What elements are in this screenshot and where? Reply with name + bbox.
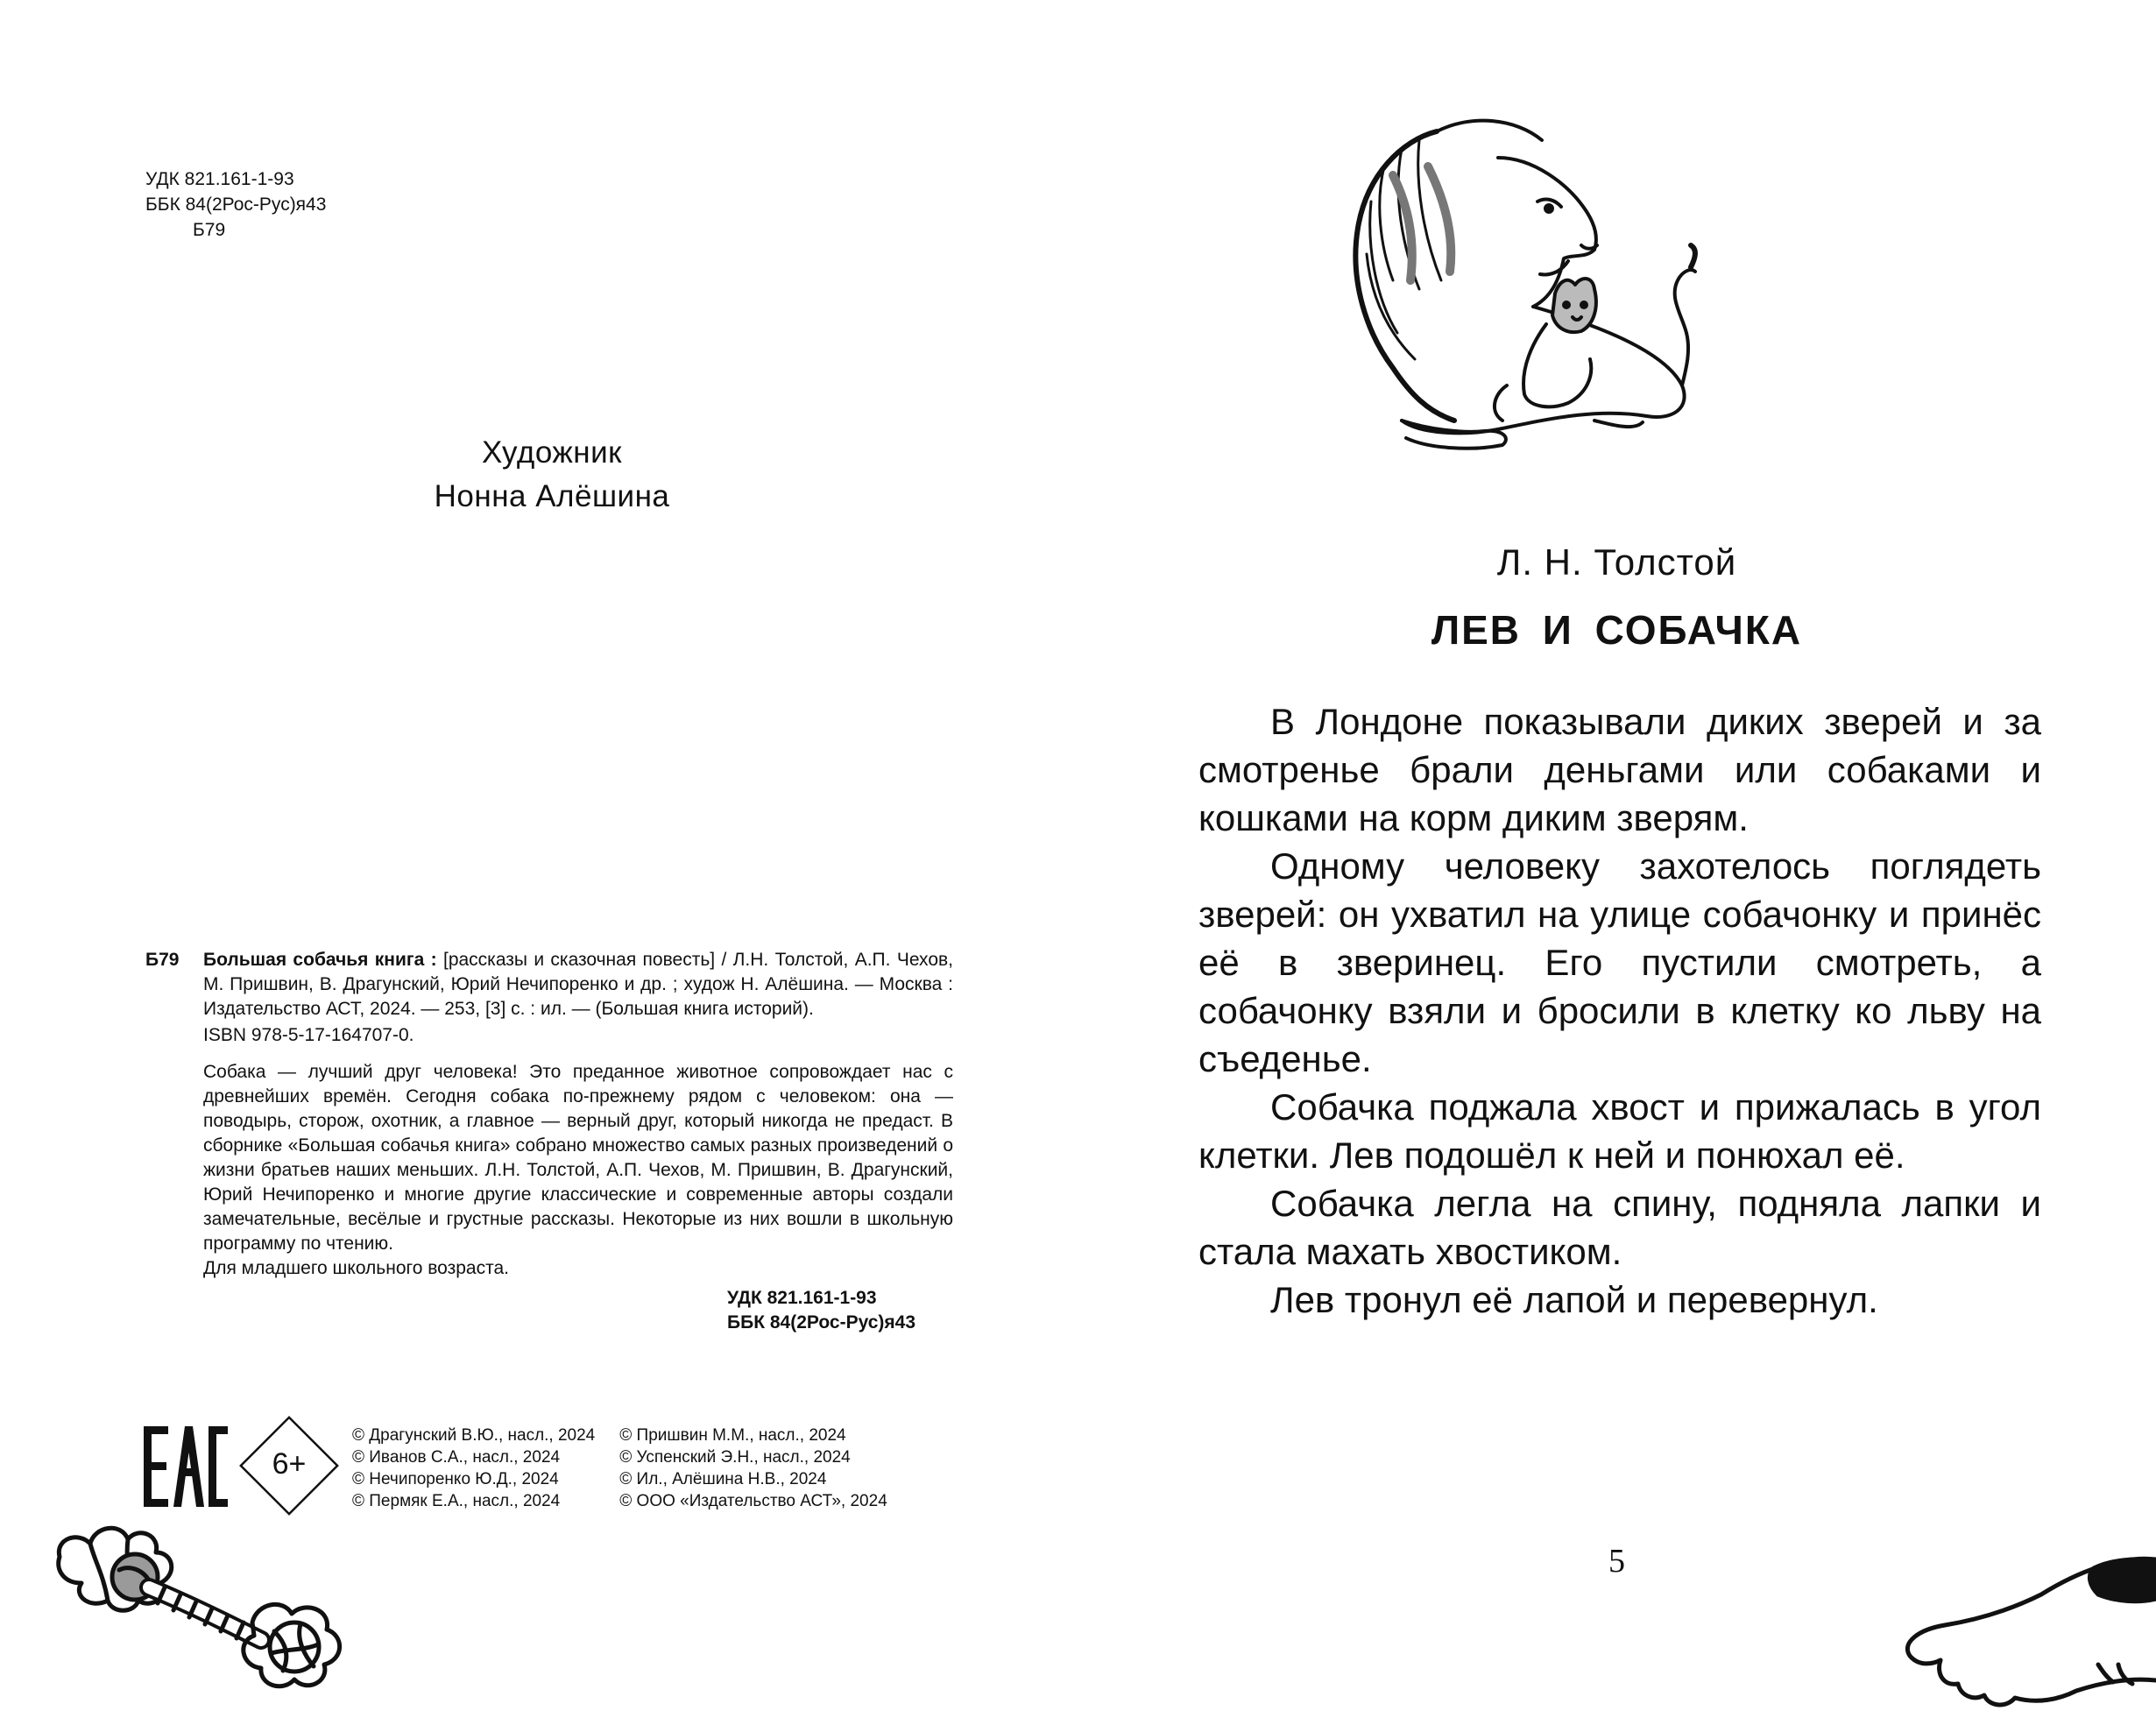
annotation: Собака — лучший друг человека! Это преданное животное сопровождает нас с древнейших времён. Сегодня собака по-прежнему рядом с человеком: она — поводырь, сторож, охотник, а главное — верный друг, который никогда не предаст. В сборнике «Большая собачья книга» собрано множество самых разных произведений о жизни братьев наших меньших. Л.Н. Толстой, А.П. Чехов, М. Пришвин, В. Драгунский, Юрий Нечипоренко и многие другие классические и современные авторы создали замечательные, весёлые и грустные рассказы. Некоторые из них вошли в школьную программу по чтению. <box>203 1062 953 1254</box>
artist-credit <box>368 431 736 519</box>
udk-header <box>145 166 326 243</box>
biblio-code: Б79 <box>145 950 180 970</box>
copyright-line: © Пришвин М.М., насл., 2024 <box>619 1426 846 1445</box>
story-paragraph: Лев тронул её лапой и перевернул. <box>1270 1279 1878 1320</box>
rope-toy-illustration <box>51 1500 349 1697</box>
bbk-code-bottom: ББК 84(2Рос-Рус)я43 <box>727 1312 916 1333</box>
isbn: ISBN 978-5-17-164707-0. <box>203 1025 414 1045</box>
author-mark: Б79 <box>193 220 226 240</box>
biblio-description: [рассказы и сказочная повесть] / Л.Н. Толстой, А.П. Чехов, М. Пришвин, В. Драгунский, Юрий Нечипоренко и др. ; худож Н. Алёшина. — Москва : Издательство АСТ, 2024. — 253, [3] с. : ил. — (Большая книга историй). <box>203 950 953 1019</box>
story-paragraph: Собачка поджала хвост и прижалась в угол клетки. Лев подошёл к ней и понюхал её. <box>1198 1086 2041 1176</box>
age-rating: 6+ <box>272 1447 307 1481</box>
biblio-main <box>203 948 953 1022</box>
copyright-line: © Успенский Э.Н., насл., 2024 <box>619 1448 851 1467</box>
page-number: 5 <box>1608 1543 1625 1580</box>
artist-label: Художник <box>481 435 622 470</box>
dog-paw-illustration <box>1884 1533 2156 1725</box>
story-title: ЛЕВ И СОБАЧКА <box>1431 607 1803 653</box>
story-paragraph: Собачка легла на спину, подняла лапки и стала махать хвостиком. <box>1198 1183 2041 1272</box>
copyright-column-left <box>352 1425 595 1512</box>
copyright-line: © ООО «Издательство АСТ», 2024 <box>619 1492 887 1510</box>
copyright-column-right <box>619 1425 887 1512</box>
bibliographic-record <box>145 948 953 1335</box>
story-text <box>1198 697 2041 1324</box>
copyright-line: © Пермяк Е.А., насл., 2024 <box>352 1492 561 1510</box>
story-paragraph: В Лондоне показывали диких зверей и за смотренье брали деньгами или собаками и кошками на корм диким зверям. <box>1198 701 2041 838</box>
book-title: Большая собачья книга : <box>203 950 437 970</box>
copyright-line: © Иванов С.А., насл., 2024 <box>352 1448 561 1467</box>
udk-code: УДК 821.161-1-93 <box>145 169 294 189</box>
audience-note: Для младшего школьного возраста. <box>203 1258 509 1278</box>
right-page <box>1078 0 2156 1725</box>
copyright-line: © Драгунский В.Ю., насл., 2024 <box>352 1426 596 1445</box>
lion-and-dog-illustration <box>1332 105 1700 482</box>
copyright-line: © Нечипоренко Ю.Д., 2024 <box>352 1470 559 1488</box>
story-paragraph: Одному человеку захотелось поглядеть зверей: он ухватил на улице собачонку и принёс её в зверинец. Его пустили смотреть, а собачонку взяли и бросили в клетку ко льву на съеденье. <box>1198 845 2041 1079</box>
artist-name: Нонна Алёшина <box>434 479 670 513</box>
story-author: Л. Н. Толстой <box>1496 541 1737 583</box>
bbk-code: ББК 84(2Рос-Рус)я43 <box>145 194 327 215</box>
copyright-notices <box>352 1425 887 1512</box>
eac-mark-icon <box>144 1426 228 1507</box>
classification-codes <box>727 1286 953 1335</box>
udk-code-bottom: УДК 821.161-1-93 <box>727 1288 877 1308</box>
copyright-line: © Ил., Алёшина Н.В., 2024 <box>619 1470 827 1488</box>
